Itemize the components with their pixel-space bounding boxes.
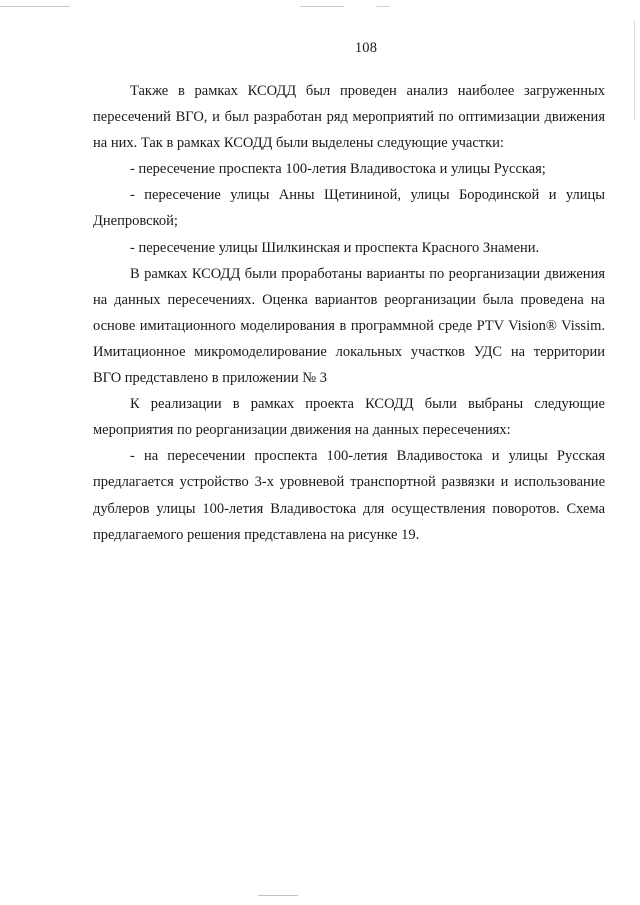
list-item-intersection-3: - пересечение улицы Шилкинская и проспекта Красного Знамени. <box>130 239 540 256</box>
scan-artifact <box>0 6 70 7</box>
list-item-measure-1: - на пересечении проспекта 100-летия Владивостока и улицы Русская предлагается устройство 3-х уровневой транспортной развязки и использование дублеров улицы 100-летия Владивостока для осуществления поворотов. Схема предлагаемого решения представлена на рисунке 19. <box>93 448 605 543</box>
page-number: 108 <box>354 40 378 56</box>
body-text <box>93 78 605 548</box>
paragraph-variants: В рамках КСОДД были проработаны варианты по реорганизации движения на данных пересечениях. Оценка вариантов реорганизации была проведена на основе имитационного моделирования в программной среде PTV Vision® Vissim. Имитационное микромоделирование локальных участков УДС на территории ВГО представлено в приложении № 3 <box>93 265 605 387</box>
scan-artifact <box>376 6 390 7</box>
scan-artifact <box>300 6 344 7</box>
list-item-intersection-1: - пересечение проспекта 100-летия Владивостока и улицы Русская; <box>130 161 546 178</box>
list-item-intersection-2: - пересечение улицы Анны Щетининой, улицы Бородинской и улицы Днепровской; <box>93 187 605 230</box>
scan-artifact <box>634 20 635 120</box>
paragraph-selected-measures: К реализации в рамках проекта КСОДД были выбраны следующие мероприятия по реорганизации движения на данных пересечениях: <box>93 396 605 439</box>
paragraph-intro: Также в рамках КСОДД был проведен анализ наиболее загруженных пересечений ВГО, и был разработан ряд мероприятий по оптимизации движения на них. Так в рамках КСОДД были выделены следующие участки: <box>93 83 605 152</box>
scan-artifact <box>258 895 298 896</box>
